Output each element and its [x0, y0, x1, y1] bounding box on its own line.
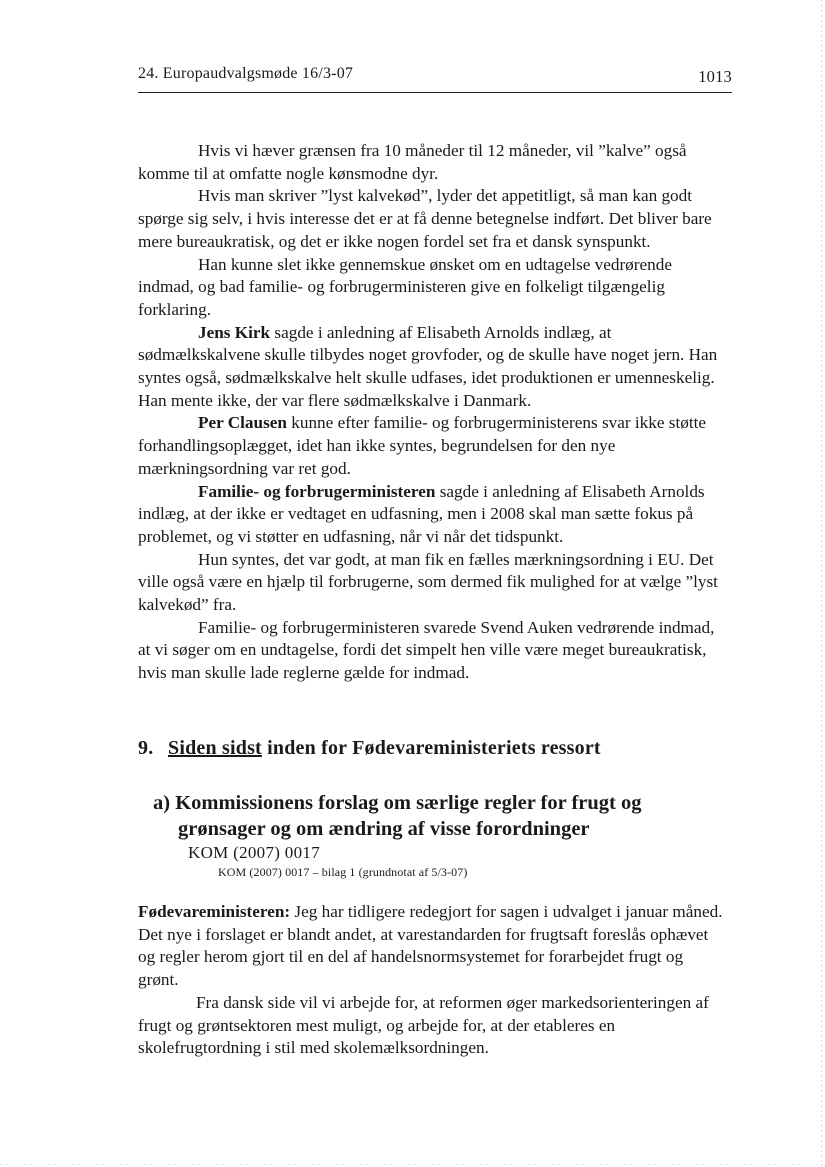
section-heading: [138, 737, 738, 760]
section-heading-underlined: Siden sidst: [168, 737, 262, 759]
paragraph: Hvis man skriver ”lyst kalvekød”, lyder det appetitligt, så man kan godt spørge sig selv, i hvis interesse det er at få denne betegnelse indført. Det bliver bare mere bureaukratisk, og det er ikke nogen fordel set fra et dansk synspunkt.: [138, 186, 712, 251]
paragraph-text: sagde i anledning af Elisabeth Arnolds indlæg, at der ikke er vedtaget en udfasning, men i 2008 skal man sætte fokus på problemet, og vi støtter en udfasning, når vi når det tidspunkt.: [138, 481, 705, 546]
paragraph: [138, 322, 724, 413]
speaker-name: Fødevareministeren:: [138, 902, 291, 921]
paragraph: [138, 412, 724, 480]
kom-reference: KOM (2007) 0017: [188, 843, 320, 862]
minutes-body-2: [138, 901, 724, 1060]
paragraph: Han kunne slet ikke gennemskue ønsket om en udtagelse vedrørende indmad, og bad familie- og forbrugerministeren give en folkeligt tilgængelig forklaring.: [138, 254, 672, 319]
page-number: 1013: [698, 67, 732, 86]
speaker-name: Jens Kirk: [198, 322, 271, 342]
kom-bilag-reference: KOM (2007) 0017 – bilag 1 (grundnotat af 5/3-07): [218, 865, 468, 879]
subsection-heading-line1: a) Kommissionens forslag om særlige regler for frugt og: [153, 792, 642, 814]
paragraph: Familie- og forbrugerministeren svarede Svend Auken vedrørende indmad, at vi søger om en undtagelse, fordi det simpelt hen ville være meget bureaukratisk, hvis man skulle lade reglerne gælde for indmad.: [138, 617, 715, 683]
paragraph: Hvis vi hæver grænsen fra 10 måneder til 12 måneder, vil ”kalve” også komme til at omfatte nogle kønsmodne dyr.: [138, 141, 687, 183]
meeting-title: 24. Europaudvalgsmøde 16/3-07: [138, 65, 354, 82]
speaker-name: Familie- og forbrugerministeren: [198, 481, 436, 501]
paragraph: [138, 481, 724, 549]
paragraph: Hun syntes, det var godt, at man fik en fælles mærkningsordning i EU. Det ville også være en hjælp til forbrugerne, som dermed fik mulighed for at vælge ”lyst kalvekød” fra.: [138, 549, 718, 615]
paragraph: [138, 901, 724, 992]
section-heading-text: inden for Fødevareministeriets ressort: [261, 737, 601, 759]
subsection-heading: [153, 790, 733, 842]
speaker-name: Per Clausen: [198, 413, 287, 433]
paragraph: Fra dansk side vil vi arbejde for, at reformen øger markedsorienteringen af frugt og grøntsektoren mest muligt, og arbejde for, at der etableres en skolefrugtordning i stil med skolemælksordningen.: [138, 992, 709, 1058]
scan-bottom-line: [0, 1164, 825, 1165]
page-header: [138, 58, 732, 93]
paragraph-text: kunne efter familie- og forbrugerministerens svar ikke støtte forhandlingsoplægget, idet han ikke syntes, begrundelsen for den nye mærkningsordning var ret god.: [138, 413, 707, 478]
subsection-heading-line2: grønsager og om ændring af visse forordninger: [178, 818, 590, 840]
scan-edge-line: [821, 0, 822, 1167]
section-number: 9.: [138, 737, 154, 759]
minutes-body: [138, 140, 724, 685]
paragraph-text: Jeg har tidligere redegjort for sagen i udvalget i januar måned. Det nye i forslaget er blandt andet, at varestandarden for frugtsaft foreslås ophævet og regler herom gjort til en del af handelsnormsystemet for forarbejdet frugt og grønt.: [138, 902, 723, 990]
paragraph-text: sagde i anledning af Elisabeth Arnolds indlæg, at sødmælkskalvene skulle tilbydes noget grovfoder, og de skulle have noget jern. Han syntes også, sødmælkskalve helt skulle udfases, idet produktionen er umenneskelig. Han mente ikke, der var flere sødmælkskalve i Danmark.: [138, 322, 718, 410]
